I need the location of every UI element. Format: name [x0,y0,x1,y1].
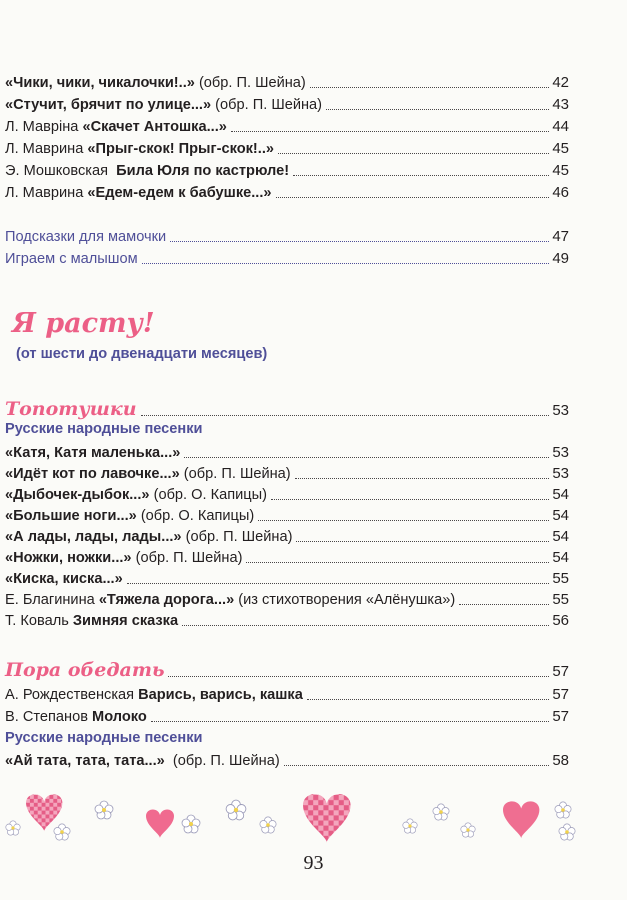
leader-dots [170,241,549,242]
page-ref: 58 [552,752,569,769]
entry-title: «Чики, чики, чикалочки!..» [5,75,195,91]
entry-title: Зимняя сказка [72,613,179,629]
page-ref: 54 [552,528,569,545]
entry-author: Л. Маврина [5,141,88,157]
page-ref: 53 [552,402,569,419]
leader-dots [295,478,550,479]
leader-dots [184,457,549,458]
leader-dots [296,541,549,542]
toc-entry[interactable] [5,158,569,180]
toc-entry[interactable] [5,704,569,726]
leader-dots [231,131,549,132]
entry-author: Л. Мавріна [5,119,83,135]
flower-icon [461,823,475,837]
entry-title: «Прыг-скок! Прыг-скок!..» [87,141,274,157]
entry-title: Подсказки для мамочки [5,229,167,245]
leader-dots [258,520,549,521]
heart-icon [26,794,62,831]
toc-entry[interactable] [5,566,569,588]
heart-icon [303,794,351,842]
leader-dots [307,699,549,700]
page-ref: 43 [552,96,569,113]
section-heading-topotushki[interactable] [5,396,569,420]
leader-dots [151,721,550,722]
toc-entry[interactable] [5,748,569,770]
part-subtitle: (от шести до двенадцати месяцев) [16,346,268,362]
entry-author: Е. Благинина [5,592,99,608]
entry-title: «Ай тата, тата, тата...» [5,753,165,769]
entry-title: Играем с малышом [5,251,138,267]
heart-icon [146,809,174,838]
page-ref: 55 [552,570,569,587]
entry-note: (обр. П. Шейна) [179,466,291,482]
toc-entry[interactable] [5,440,569,462]
leader-dots [141,415,550,416]
toc-entry[interactable] [5,545,569,567]
page-ref: 55 [552,591,569,608]
entry-title: «Ножки, ножки...» [5,550,132,566]
entry-note: (обр. П. Шейна) [211,97,323,113]
page-ref: 56 [552,612,569,629]
page-ref: 49 [552,250,569,267]
entry-note: (обр. О. Капицы) [149,487,268,503]
leader-dots [278,153,549,154]
section-title: Пора обедать [5,659,165,681]
toc-entry[interactable] [5,503,569,525]
leader-dots [284,765,550,766]
leader-dots [459,604,549,605]
page-number: 93 [303,852,324,874]
leader-dots [182,625,549,626]
leader-dots [276,197,550,198]
section-heading-pora-obedat[interactable] [5,657,569,681]
entry-title: «Киска, киска...» [5,571,123,587]
leader-dots [168,676,549,677]
flower-icon [433,804,449,820]
entry-note: (обр. П. Шейна) [181,529,293,545]
entry-title: «Тяжела дорога...» [98,592,235,608]
page-ref: 42 [552,74,569,91]
page-ref: 47 [552,228,569,245]
entry-author: В. Степанов [5,709,93,725]
toc-entry-games[interactable] [5,246,569,268]
section-title: Топотушки [5,398,137,420]
entry-title: «Стучит, брячит по улице...» [5,97,212,113]
page-ref: 57 [552,686,569,703]
entry-note: (обр. П. Шейна) [164,753,280,769]
group-heading: Русские народные песенки [5,421,203,437]
page-ref: 57 [552,663,569,680]
flower-icon [559,824,575,840]
entry-title: Молоко [92,709,147,725]
page-ref: 53 [552,444,569,461]
entry-title: Варись, варись, кашка [138,687,303,703]
flower-icon [54,824,70,840]
page-ref: 54 [552,486,569,503]
flower-icon [403,819,417,833]
toc-entry[interactable] [5,587,569,609]
entry-author: Л. Маврина [5,185,88,201]
entry-title: «Идёт кот по лавочке...» [5,466,180,482]
page-ref: 54 [552,549,569,566]
toc-entry[interactable] [5,461,569,483]
part-title: Я расту! [12,308,155,339]
toc-entry[interactable] [5,136,569,158]
decorative-border [0,790,627,860]
toc-entry[interactable] [5,482,569,504]
entry-title: «Большие ноги...» [5,508,137,524]
leader-dots [326,109,549,110]
entry-title: «Дыбочек-дыбок...» [5,487,150,503]
entry-title: «Катя, Катя маленька...» [5,445,181,461]
entry-title: «Скачет Антошка...» [82,119,227,135]
page-ref: 57 [552,708,569,725]
page-ref: 45 [552,140,569,157]
page-ref: 46 [552,184,569,201]
entry-author: Э. Мошковская [5,163,117,179]
flower-icon [260,817,276,833]
entry-note: (из стихотворения «Алёнушка») [234,592,456,608]
entry-author: Т. Коваль [5,613,73,629]
entry-title: Била Юля по кастрюле! [116,163,290,179]
entry-note: (обр. П. Шейна) [131,550,243,566]
toc-entry[interactable] [5,70,569,92]
leader-dots [142,263,550,264]
flower-icon [6,821,20,835]
flower-icon [226,800,246,820]
flower-icon [555,802,571,818]
toc-entry[interactable] [5,608,569,630]
leader-dots [246,562,549,563]
entry-note: (обр. П. Шейна) [194,75,306,91]
entry-title: «Едем-едем к бабушке...» [87,185,272,201]
page-ref: 54 [552,507,569,524]
toc-entry[interactable] [5,92,569,114]
leader-dots [293,175,549,176]
page-ref: 44 [552,118,569,135]
page-ref: 45 [552,162,569,179]
leader-dots [271,499,549,500]
entry-title: «А лады, лады, лады...» [5,529,182,545]
flower-icon [182,815,200,833]
heart-icon [503,801,539,838]
leader-dots [127,583,550,584]
toc-entry[interactable] [5,524,569,546]
entry-author: А. Рождественская [5,687,139,703]
leader-dots [310,87,550,88]
toc-entry[interactable] [5,682,569,704]
toc-entry[interactable] [5,180,569,202]
toc-entry-tips[interactable] [5,224,569,246]
group-heading: Русские народные песенки [5,730,203,746]
toc-entry[interactable] [5,114,569,136]
flower-icon [95,801,113,819]
entry-note: (обр. О. Капицы) [136,508,255,524]
page-ref: 53 [552,465,569,482]
